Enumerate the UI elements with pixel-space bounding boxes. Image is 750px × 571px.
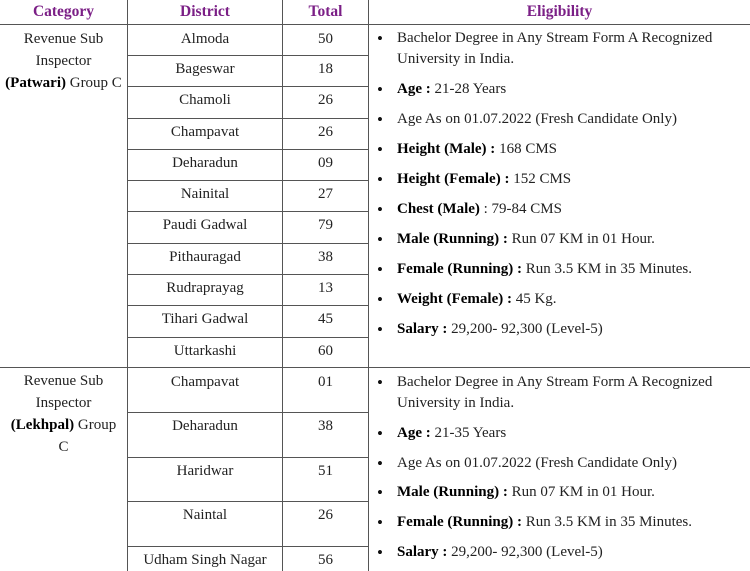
total-cell: 26 [318,92,333,108]
category-line [0,414,127,436]
eligibility-item [369,372,744,414]
eligibility-item [369,79,744,100]
total-cell: 26 [318,124,333,140]
district-cell: Tihari Gadwal [161,311,249,327]
eligibility-label: Female (Running) : [397,514,522,530]
total-cell: 13 [318,280,333,296]
category-name-bold: (Lekhpal) [10,417,75,433]
eligibility-label: Weight (Female) : [397,291,512,307]
eligibility-text: 168 CMS [495,141,557,157]
header-category: Category [32,3,95,20]
district-cell: Uttarkashi [173,343,237,359]
district-cell: Pithauragad [169,249,241,265]
district-cell: Champavat [170,374,240,390]
eligibility-text: Bachelor Degree in Any Stream Form A Recognized University in India. [397,374,713,411]
row-divider [128,337,368,338]
patwari-eligibility-list [369,28,744,340]
eligibility-text: Run 07 KM in 01 Hour. [507,231,655,247]
total-cell: 01 [318,374,333,390]
total-cell: 51 [318,463,333,479]
category-group: Group C [65,75,122,91]
eligibility-text: 21-35 Years [430,425,507,441]
eligibility-item [369,199,744,220]
eligibility-text: Age As on 01.07.2022 (Fresh Candidate Only) [397,455,677,471]
district-cell: Rudraprayag [166,280,244,296]
total-cell: 50 [318,31,333,47]
district-cell: Bageswar [175,61,235,77]
category-line: Revenue Sub [23,373,104,389]
total-cell: 09 [318,155,333,171]
eligibility-item [369,423,744,444]
district-cell: Almoda [180,31,230,47]
eligibility-item [369,542,744,563]
row-divider [128,180,368,181]
header-district: District [180,3,230,20]
eligibility-label: Female (Running) : [397,261,522,277]
header-divider [0,24,750,25]
total-cell: 38 [318,418,333,434]
total-cell: 27 [318,186,333,202]
eligibility-text: Age As on 01.07.2022 (Fresh Candidate Only) [397,111,677,127]
eligibility-text: Bachelor Degree in Any Stream Form A Recognized University in India. [397,30,713,67]
eligibility-label: Height (Male) : [397,141,496,157]
total-cell: 26 [318,507,333,523]
section-divider [0,367,750,368]
district-cell: Deharadun [172,155,238,171]
eligibility-item [369,453,744,474]
category-line: C [58,439,69,455]
row-divider [128,274,368,275]
eligibility-text: 45 Kg. [511,291,557,307]
row-divider [128,546,368,547]
category-name-bold: (Patwari) [5,75,66,91]
district-cell: Paudi Gadwal [162,217,248,233]
row-divider [128,149,368,150]
district-cell: Chamoli [179,92,231,108]
district-cell: Deharadun [172,418,238,434]
total-cell: 38 [318,249,333,265]
district-cell: Haridwar [176,463,234,479]
eligibility-label: Age : [397,81,431,97]
eligibility-item [369,289,744,310]
category-line: Inspector [35,53,92,69]
eligibility-text: Run 07 KM in 01 Hour. [507,484,655,500]
eligibility-text: 29,200- 92,300 (Level-5) [447,544,603,560]
district-cell: Champavat [170,124,240,140]
eligibility-label: Salary : [397,321,448,337]
row-divider [128,457,368,458]
total-cell: 60 [318,343,333,359]
row-divider [128,211,368,212]
category-patwari [0,28,127,94]
eligibility-text: 29,200- 92,300 (Level-5) [447,321,603,337]
eligibility-item [369,139,744,160]
district-cell: Udham Singh Nagar [143,552,267,568]
eligibility-item [369,229,744,250]
total-cell: 45 [318,311,333,327]
lekhpal-eligibility-list [369,372,744,563]
category-line: Inspector [35,395,92,411]
eligibility-label: Male (Running) : [397,231,508,247]
eligibility-text: 21-28 Years [430,81,507,97]
eligibility-text: Run 3.5 KM in 35 Minutes. [522,261,693,277]
row-divider [128,501,368,502]
row-divider [128,305,368,306]
eligibility-item [369,259,744,280]
row-divider [128,86,368,87]
row-divider [128,412,368,413]
row-divider [128,55,368,56]
district-cell: Nainital [180,186,230,202]
eligibility-label: Chest (Male) [397,201,480,217]
district-cell: Naintal [182,507,228,523]
total-cell: 18 [318,61,333,77]
category-lekhpal [0,370,127,458]
header-total: Total [308,3,343,20]
eligibility-label: Male (Running) : [397,484,508,500]
eligibility-text: : 79-84 CMS [479,201,562,217]
eligibility-label: Salary : [397,544,448,560]
eligibility-label: Age : [397,425,431,441]
eligibility-item [369,28,744,70]
category-line: Revenue Sub [23,31,104,47]
header-eligibility: Eligibility [526,3,593,20]
eligibility-text: Run 3.5 KM in 35 Minutes. [522,514,693,530]
row-divider [128,118,368,119]
eligibility-item [369,109,744,130]
total-cell: 56 [318,552,333,568]
total-cell: 79 [318,217,333,233]
eligibility-item [369,482,744,503]
eligibility-item [369,319,744,340]
row-divider [128,243,368,244]
eligibility-item [369,512,744,533]
eligibility-item [369,169,744,190]
eligibility-label: Height (Female) : [397,171,510,187]
eligibility-text: 152 CMS [509,171,572,187]
category-group: Group [74,417,117,433]
category-line [0,72,127,94]
